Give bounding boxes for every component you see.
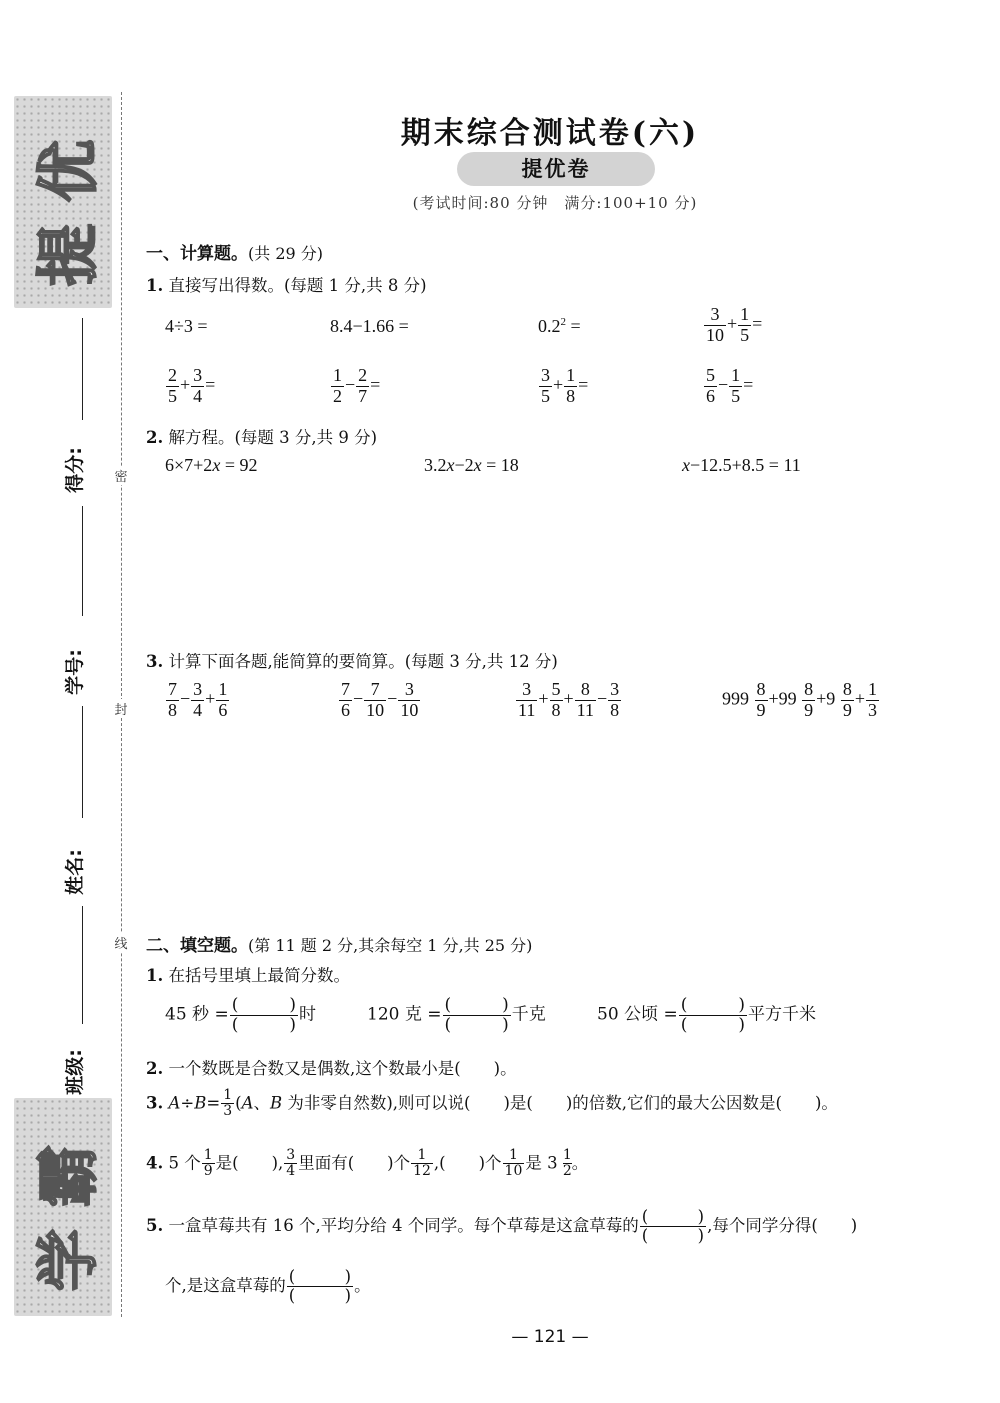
equation-3-rest: −12.5+8.5 = 11 <box>690 455 801 475</box>
numerator: 7 <box>168 679 177 699</box>
oral-f-fraction-2 <box>356 366 369 407</box>
numerator: 8 <box>842 679 852 699</box>
question-1-1-text: 直接写出得数。(每题 1 分,共 8 分) <box>168 276 427 295</box>
fill-c-unit: 平方千米 <box>747 1004 816 1025</box>
calc-a-fraction-1 <box>166 680 179 721</box>
fraction-blank-1[interactable] <box>640 1208 706 1245</box>
oral-g-fraction-1 <box>539 366 552 407</box>
divide-sign: ÷ <box>180 1093 195 1113</box>
fill-c-fraction-blank[interactable] <box>679 996 747 1034</box>
question-2-1 <box>146 962 350 986</box>
numerator: 3 <box>610 679 620 699</box>
question-1-3-text: 计算下面各题,能简算的要简算。(每题 3 分,共 12 分) <box>168 652 558 671</box>
numerator: 1 <box>740 304 750 324</box>
denominator-blank[interactable]: ( ) <box>288 1286 352 1306</box>
question-2-4-number: 4. <box>146 1153 164 1173</box>
text-part: 是( ), <box>215 1153 284 1173</box>
text-part: 。 <box>354 1276 371 1296</box>
text-part: 里面有( )个 <box>298 1153 411 1173</box>
equation-2-minus: −2 <box>454 455 474 475</box>
calc-b <box>338 680 421 721</box>
fraction-three-quarters <box>284 1148 297 1180</box>
question-2-3-text: 为非零自然数),则可以说( )是( )的倍数,它们的最大公因数是( )。 <box>282 1093 838 1113</box>
fill-a-fraction-blank[interactable] <box>230 996 298 1034</box>
variable-x: x <box>212 455 221 475</box>
operator: − <box>387 688 398 709</box>
denominator: 5 <box>740 324 750 345</box>
fill-b-unit: 千克 <box>511 1004 546 1025</box>
oral-h-fraction-2 <box>729 366 742 407</box>
bottom-badge-text: 学霸 <box>31 1122 105 1292</box>
text-part: 是 3 <box>525 1153 558 1173</box>
calc-d-fraction-3 <box>841 680 854 721</box>
numerator: 1 <box>218 679 228 699</box>
denominator: 10 <box>400 699 419 720</box>
level-badge: 提优卷 <box>457 152 655 186</box>
equation-1-left: 6×7+2 <box>165 455 213 475</box>
denominator: 4 <box>193 699 203 720</box>
fill-b-fraction-blank[interactable] <box>443 996 511 1034</box>
text-part: 个,是这盒草莓的 <box>165 1276 286 1296</box>
calc-a <box>165 680 230 721</box>
class-label: 班级: <box>64 1049 86 1095</box>
score-label: 得分: <box>64 447 86 493</box>
numerator-blank[interactable]: ( ) <box>680 995 745 1015</box>
numerator: 1 <box>731 365 741 385</box>
numerator: 8 <box>804 679 814 699</box>
oral-g <box>538 366 588 407</box>
calc-a-fraction-2 <box>191 680 204 721</box>
section-1-heading <box>146 239 323 264</box>
denominator: 2 <box>333 385 342 406</box>
denominator: 11 <box>518 699 536 720</box>
numerator: 3 <box>704 305 726 326</box>
question-1-2-number: 2. <box>146 428 164 447</box>
calc-d-fraction-1 <box>755 680 768 721</box>
question-2-5-number: 5. <box>146 1216 164 1236</box>
operator: + <box>205 688 216 709</box>
question-1-3-number: 3. <box>146 652 164 671</box>
numerator-blank[interactable]: ( ) <box>641 1207 705 1226</box>
calc-b-fraction-3 <box>398 680 420 721</box>
text-part: ,( )个 <box>433 1153 502 1173</box>
numerator: 2 <box>168 365 177 385</box>
equals: = <box>206 1093 221 1113</box>
calc-c-fraction-1 <box>516 680 537 721</box>
numerator-blank[interactable]: ( ) <box>288 1267 352 1286</box>
oral-g-fraction-2 <box>564 366 577 407</box>
fill-a-prefix: 45 秒 = <box>165 1004 229 1025</box>
numerator: 3 <box>516 680 537 701</box>
equation-1-right: = 92 <box>220 455 258 475</box>
numerator: 1 <box>867 679 877 699</box>
oral-b: 8.4−1.66 = <box>330 316 409 336</box>
fraction-one-tenth <box>503 1148 525 1180</box>
fill-row-2 <box>367 996 546 1034</box>
numerator: 3 <box>193 365 203 385</box>
denominator: 6 <box>706 385 715 406</box>
denominator: 3 <box>223 1103 233 1120</box>
variable-b: B <box>269 1093 283 1113</box>
oral-h-fraction-1 <box>704 366 717 407</box>
section-1-note: (共 29 分) <box>248 244 324 263</box>
denominator: 5 <box>168 385 177 406</box>
denominator-blank[interactable]: ( ) <box>444 1014 509 1035</box>
calc-c-fraction-3 <box>575 680 596 721</box>
operator: + <box>180 374 191 395</box>
operator: − <box>597 688 608 709</box>
name-line <box>82 706 83 818</box>
operator: +9 <box>816 688 836 709</box>
equation-2 <box>424 455 519 476</box>
equals: = <box>752 313 763 334</box>
operator: − <box>345 374 356 395</box>
section-2-note: (第 11 题 2 分,其余每空 1 分,共 25 分) <box>248 936 533 955</box>
name-label: 姓名: <box>64 849 86 895</box>
fill-row-3 <box>597 996 816 1034</box>
numerator-blank[interactable]: ( ) <box>444 995 509 1015</box>
calc-d <box>722 680 880 721</box>
oral-h <box>703 366 753 407</box>
page-title: 期末综合测试卷(六) <box>400 116 700 151</box>
question-1-2-text: 解方程。(每题 3 分,共 9 分) <box>168 428 378 447</box>
question-2-4 <box>146 1148 588 1180</box>
numerator: 2 <box>358 365 368 385</box>
numerator: 3 <box>193 679 203 699</box>
variable-x: x <box>473 455 482 475</box>
oral-d <box>703 305 762 346</box>
text-part: 。 <box>571 1153 589 1173</box>
operator: + <box>553 374 564 395</box>
equals: = <box>743 374 754 395</box>
numerator: 1 <box>503 1148 525 1164</box>
variable-b: B <box>194 1093 207 1113</box>
fraction-one-twelfth <box>411 1148 433 1180</box>
section-1-title: 一、计算题。 <box>146 244 248 264</box>
question-2-2-number: 2. <box>146 1059 164 1078</box>
denominator: 9 <box>842 699 852 720</box>
oral-c-base: 0.2 <box>538 316 561 336</box>
numerator: 8 <box>575 680 596 701</box>
question-2-3-number: 3. <box>146 1093 164 1113</box>
oral-d-fraction-1 <box>704 305 726 346</box>
denominator: 6 <box>341 699 350 720</box>
calc-a-fraction-3 <box>216 680 229 721</box>
oral-e-fraction-1 <box>166 366 179 407</box>
denominator-blank[interactable]: ( ) <box>641 1226 705 1246</box>
numerator: 8 <box>756 679 766 699</box>
numerator: 1 <box>203 1147 213 1163</box>
calc-b-fraction-2 <box>364 680 386 721</box>
operator: + <box>854 688 865 709</box>
denominator: 2 <box>562 1163 572 1180</box>
id-line <box>82 506 83 616</box>
numerator: 1 <box>562 1147 572 1163</box>
variable-a: A <box>168 1093 181 1113</box>
denominator-blank[interactable]: ( ) <box>231 1014 296 1035</box>
calc-d-fraction-2 <box>802 680 815 721</box>
fraction-one-ninth <box>202 1148 215 1180</box>
fill-row-1 <box>165 996 316 1034</box>
text-part: 5 个 <box>168 1153 201 1173</box>
fill-a-unit: 时 <box>298 1004 316 1025</box>
open-paren: ( <box>235 1093 242 1113</box>
bottom-badge <box>14 1098 112 1316</box>
separator: 、 <box>253 1093 270 1113</box>
denominator: 6 <box>218 699 228 720</box>
question-1-2 <box>146 424 377 448</box>
numerator: 1 <box>333 365 342 385</box>
calc-c-fraction-2 <box>550 680 563 721</box>
question-1-3 <box>146 648 558 672</box>
question-1-1-number: 1. <box>146 276 164 295</box>
numerator: 7 <box>364 680 386 701</box>
operator: − <box>180 688 191 709</box>
denominator: 8 <box>566 385 576 406</box>
fill-b-prefix: 120 克 = <box>367 1004 442 1025</box>
fill-c-prefix: 50 公顷 = <box>597 1004 678 1025</box>
numerator: 1 <box>223 1087 233 1103</box>
question-1-1 <box>146 272 427 296</box>
equation-2-right: = 18 <box>481 455 519 475</box>
equals: = <box>578 374 589 395</box>
page-number: — 121 — <box>511 1327 589 1347</box>
equation-2-coef: 3.2 <box>424 455 447 475</box>
denominator: 11 <box>576 699 594 720</box>
calc-c-fraction-4 <box>608 680 621 721</box>
operator: − <box>353 688 364 709</box>
denominator: 9 <box>756 699 766 720</box>
cut-mark-seal: 密 <box>113 466 129 485</box>
oral-e-fraction-2 <box>191 366 204 407</box>
denominator: 12 <box>413 1163 431 1180</box>
denominator: 8 <box>551 699 561 720</box>
operator: − <box>718 374 729 395</box>
oral-c-exponent: 2 <box>560 316 566 328</box>
text-part: 一盒草莓共有 16 个,平均分给 4 个同学。每个草莓是这盒草莓的 <box>168 1216 639 1236</box>
question-2-1-text: 在括号里填上最简分数。 <box>168 966 350 985</box>
denominator: 10 <box>706 324 724 345</box>
top-badge-text: 提优 <box>31 117 105 287</box>
question-2-2 <box>146 1055 517 1079</box>
question-2-5-line-2 <box>165 1268 371 1305</box>
numerator: 1 <box>411 1148 433 1164</box>
id-label: 学号: <box>64 649 86 695</box>
calc-c <box>515 680 622 721</box>
oral-f-fraction-1 <box>331 366 344 407</box>
denominator: 3 <box>867 699 877 720</box>
numerator: 7 <box>341 679 350 699</box>
numerator: 3 <box>398 680 420 701</box>
text-part: ,每个同学分得( ) <box>707 1216 858 1236</box>
operator: + <box>538 688 549 709</box>
mixed-fraction-half <box>563 1148 572 1180</box>
variable-x: x <box>682 455 690 475</box>
fraction-blank-2[interactable] <box>287 1268 353 1305</box>
denominator: 9 <box>203 1163 213 1180</box>
question-2-5-line-1 <box>146 1208 857 1245</box>
cut-mark-line: 线 <box>113 933 129 952</box>
oral-c <box>538 316 581 337</box>
denominator-blank[interactable]: ( ) <box>680 1014 745 1035</box>
denominator: 10 <box>504 1163 523 1180</box>
calc-b-fraction-1 <box>339 680 352 721</box>
oral-a: 4÷3 = <box>165 316 208 336</box>
oral-c-equals: = <box>566 316 581 336</box>
denominator: 4 <box>193 385 203 406</box>
operator: +99 <box>768 688 797 709</box>
numerator: 5 <box>706 365 715 385</box>
oral-e <box>165 366 215 407</box>
variable-x: x <box>446 455 455 475</box>
question-2-3-fraction <box>221 1088 234 1120</box>
denominator: 9 <box>804 699 814 720</box>
numerator: 3 <box>541 365 550 385</box>
equation-1 <box>165 455 257 476</box>
whole-number: 999 <box>722 688 749 709</box>
operator: + <box>727 313 738 334</box>
equals: = <box>205 374 216 395</box>
denominator: 10 <box>366 699 385 720</box>
oral-f <box>330 366 380 407</box>
operator: + <box>563 688 574 709</box>
score-line <box>82 318 83 420</box>
oral-d-fraction-2 <box>738 305 751 346</box>
cut-mark-closure: 封 <box>113 699 129 718</box>
equals: = <box>370 374 381 395</box>
denominator: 5 <box>731 385 741 406</box>
numerator-blank[interactable]: ( ) <box>231 995 296 1015</box>
question-2-1-number: 1. <box>146 966 164 985</box>
denominator: 8 <box>610 699 620 720</box>
denominator: 7 <box>358 385 368 406</box>
section-2-title: 二、填空题。 <box>146 936 248 956</box>
question-2-2-text: 一个数既是合数又是偶数,这个数最小是( )。 <box>168 1059 517 1078</box>
numerator: 5 <box>551 679 561 699</box>
calc-d-fraction-4 <box>866 680 879 721</box>
numerator: 1 <box>566 365 576 385</box>
denominator: 4 <box>286 1163 296 1180</box>
class-line <box>82 906 83 1024</box>
denominator: 8 <box>168 699 177 720</box>
section-2-heading <box>146 931 532 956</box>
equation-3 <box>682 455 801 476</box>
variable-a: A <box>241 1093 254 1113</box>
exam-info: (考试时间:80 分钟 满分:100+10 分) <box>412 194 698 212</box>
question-2-3 <box>146 1088 838 1120</box>
denominator: 5 <box>541 385 550 406</box>
numerator: 3 <box>286 1147 296 1163</box>
